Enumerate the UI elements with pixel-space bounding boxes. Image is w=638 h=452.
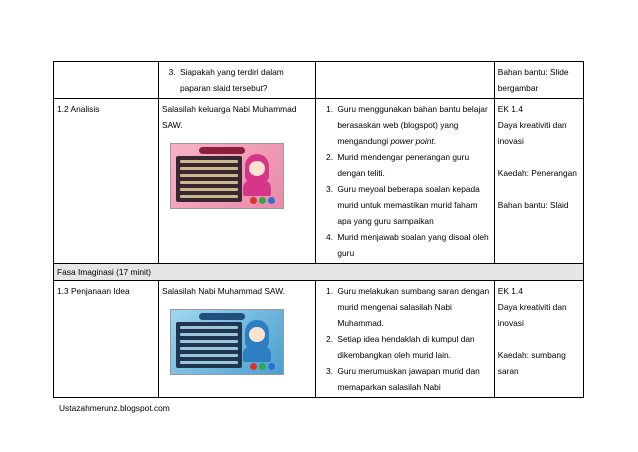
slide-green-button-icon xyxy=(259,363,266,370)
footer-source: Ustazahmerunz.blogspot.com xyxy=(59,403,170,413)
content-text: Salasilah Nabi Muhammad SAW. xyxy=(161,286,285,296)
note-line: Daya kreativiti dan inovasi xyxy=(497,302,567,328)
table-row xyxy=(54,281,584,398)
content-cell xyxy=(158,99,315,264)
table-row xyxy=(54,99,584,264)
content-cell xyxy=(158,62,315,99)
step-list xyxy=(319,283,490,395)
phase-heading: Fasa Imaginasi (17 minit) xyxy=(54,264,584,281)
girl-figure-body xyxy=(243,346,271,362)
note-line: Kaedah: sumbang saran xyxy=(497,350,566,376)
list-item: 4. Murid menjawab soalan yang disoal oleh guru xyxy=(335,229,490,261)
content-text: Salasilah keluarga Nabi Muhammad SAW. xyxy=(161,104,297,130)
list-item: 1. Guru melakukan sumbang saran dengan murid mengenai salasilah Nabi Muhammad. xyxy=(335,283,490,331)
note-line: Kaedah: Penerangan xyxy=(497,168,577,178)
note-line: Bahan bantu: Slaid xyxy=(497,200,569,210)
steps-cell xyxy=(316,62,494,99)
step-list xyxy=(319,101,490,261)
table-row xyxy=(54,62,584,99)
slide-blue-button-icon xyxy=(268,363,275,370)
steps-cell xyxy=(316,99,494,264)
note-line: Daya kreativiti dan inovasi xyxy=(497,120,567,146)
stage-cell: 1.2 Analisis xyxy=(54,99,159,264)
list-item: 1. Guru menggunakan bahan bantu belajar berasaskan web (blogspot) yang mengandungi power point. xyxy=(335,101,490,149)
stage-cell: 1.3 Penjanaan Idea xyxy=(54,281,159,398)
content-cell xyxy=(158,281,315,398)
slide-blue-button-icon xyxy=(268,197,275,204)
slide-thumbnail-image xyxy=(170,143,284,209)
slide-title-banner xyxy=(199,147,245,154)
steps-cell xyxy=(316,281,494,398)
slide-text-panel xyxy=(176,156,242,202)
girl-figure-face xyxy=(249,161,265,176)
slide-title-banner xyxy=(199,313,245,320)
list-item: 3. Guru merumuskan jawapan murid dan memaparkan salasilah Nabi xyxy=(335,363,490,395)
slide-green-button-icon xyxy=(259,197,266,204)
note-line: EK 1.4 xyxy=(497,286,523,296)
notes-cell xyxy=(494,99,583,264)
slide-red-button-icon xyxy=(250,197,257,204)
list-item: 2. Murid mendengar penerangan guru dengan teliti. xyxy=(335,149,490,181)
list-item: 3. Siapakah yang terdiri dalam paparan slaid tersebut? xyxy=(178,64,312,96)
slide-red-button-icon xyxy=(250,363,257,370)
list-item: 3. Guru meyoal beberapa soalan kepada murid untuk memastikan murid faham apa yang guru sampaikan xyxy=(335,181,490,229)
list-item: 2. Setiap idea hendaklah di kumpul dan dikembangkan oleh murid lain. xyxy=(335,331,490,363)
slide-thumbnail-image xyxy=(170,309,284,375)
notes-cell xyxy=(494,281,583,398)
step-list xyxy=(162,64,312,96)
slide-text-panel xyxy=(176,322,242,368)
girl-figure-face xyxy=(249,327,265,342)
notes-cell: Bahan bantu: Slide bergambar xyxy=(494,62,583,99)
girl-figure-body xyxy=(243,180,271,196)
note-line: EK 1.4 xyxy=(497,104,523,114)
phase-row xyxy=(54,264,584,281)
stage-cell xyxy=(54,62,159,99)
lesson-plan-table xyxy=(53,61,584,398)
